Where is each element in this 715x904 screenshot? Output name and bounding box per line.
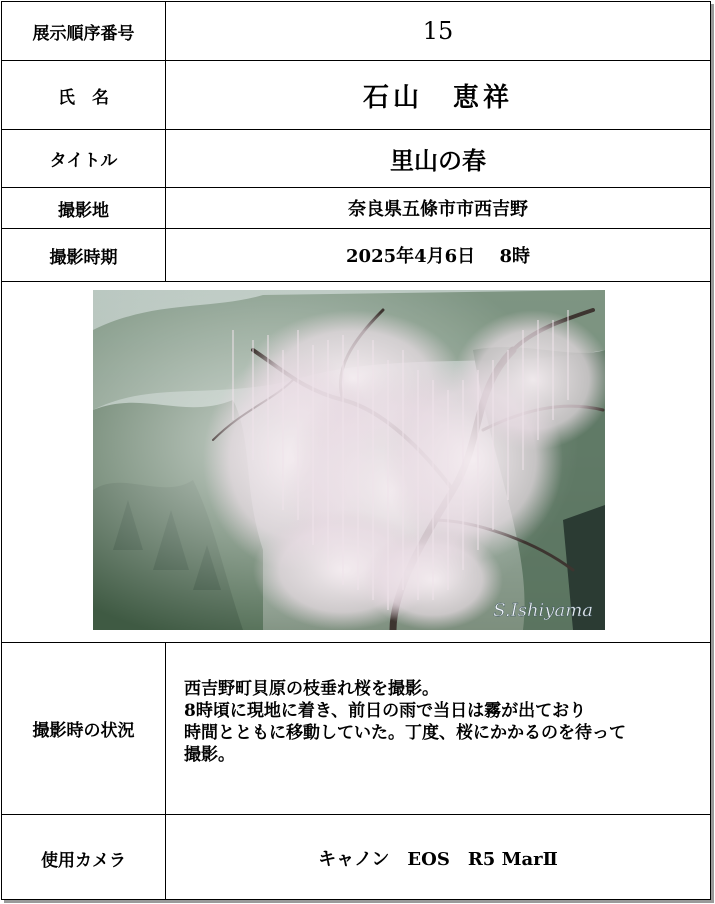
shooting-date: 2025年4月6日 8時 — [346, 246, 530, 267]
situation-line: 時間とともに移動していた。丁度、桜にかかるのを待って — [184, 723, 626, 743]
shooting-location: 奈良県五條市市西吉野 — [348, 199, 528, 220]
exhibit-number: 15 — [422, 17, 454, 45]
page-shadow-right — [711, 4, 714, 903]
title-label: タイトル — [49, 151, 118, 171]
date-label: 撮影時期 — [49, 247, 118, 268]
photo-signature: S.Ishiyama — [493, 600, 593, 621]
cherry-blossom-photo — [93, 290, 605, 630]
photo-title: 里山の春 — [390, 146, 486, 175]
situation-line: 撮影。 — [184, 745, 235, 765]
number-label: 展示順序番号 — [32, 23, 135, 44]
name-label: 氏 名 — [58, 87, 109, 108]
camera-label: 使用カメラ — [41, 850, 126, 871]
situation-label: 撮影時の状況 — [32, 721, 135, 741]
divider — [2, 281, 710, 282]
photographer-name: 石山 恵祥 — [362, 82, 513, 113]
photo-illustration — [93, 290, 605, 630]
situation-text — [184, 678, 704, 766]
situation-line: 8時頃に現地に着き、前日の雨で当日は霧が出ており — [184, 701, 587, 721]
camera-model: キャノン EOS R5 MarⅡ — [318, 849, 558, 870]
location-label: 撮影地 — [58, 200, 109, 221]
situation-line: 西吉野町貝原の枝垂れ桜を撮影。 — [184, 679, 439, 699]
